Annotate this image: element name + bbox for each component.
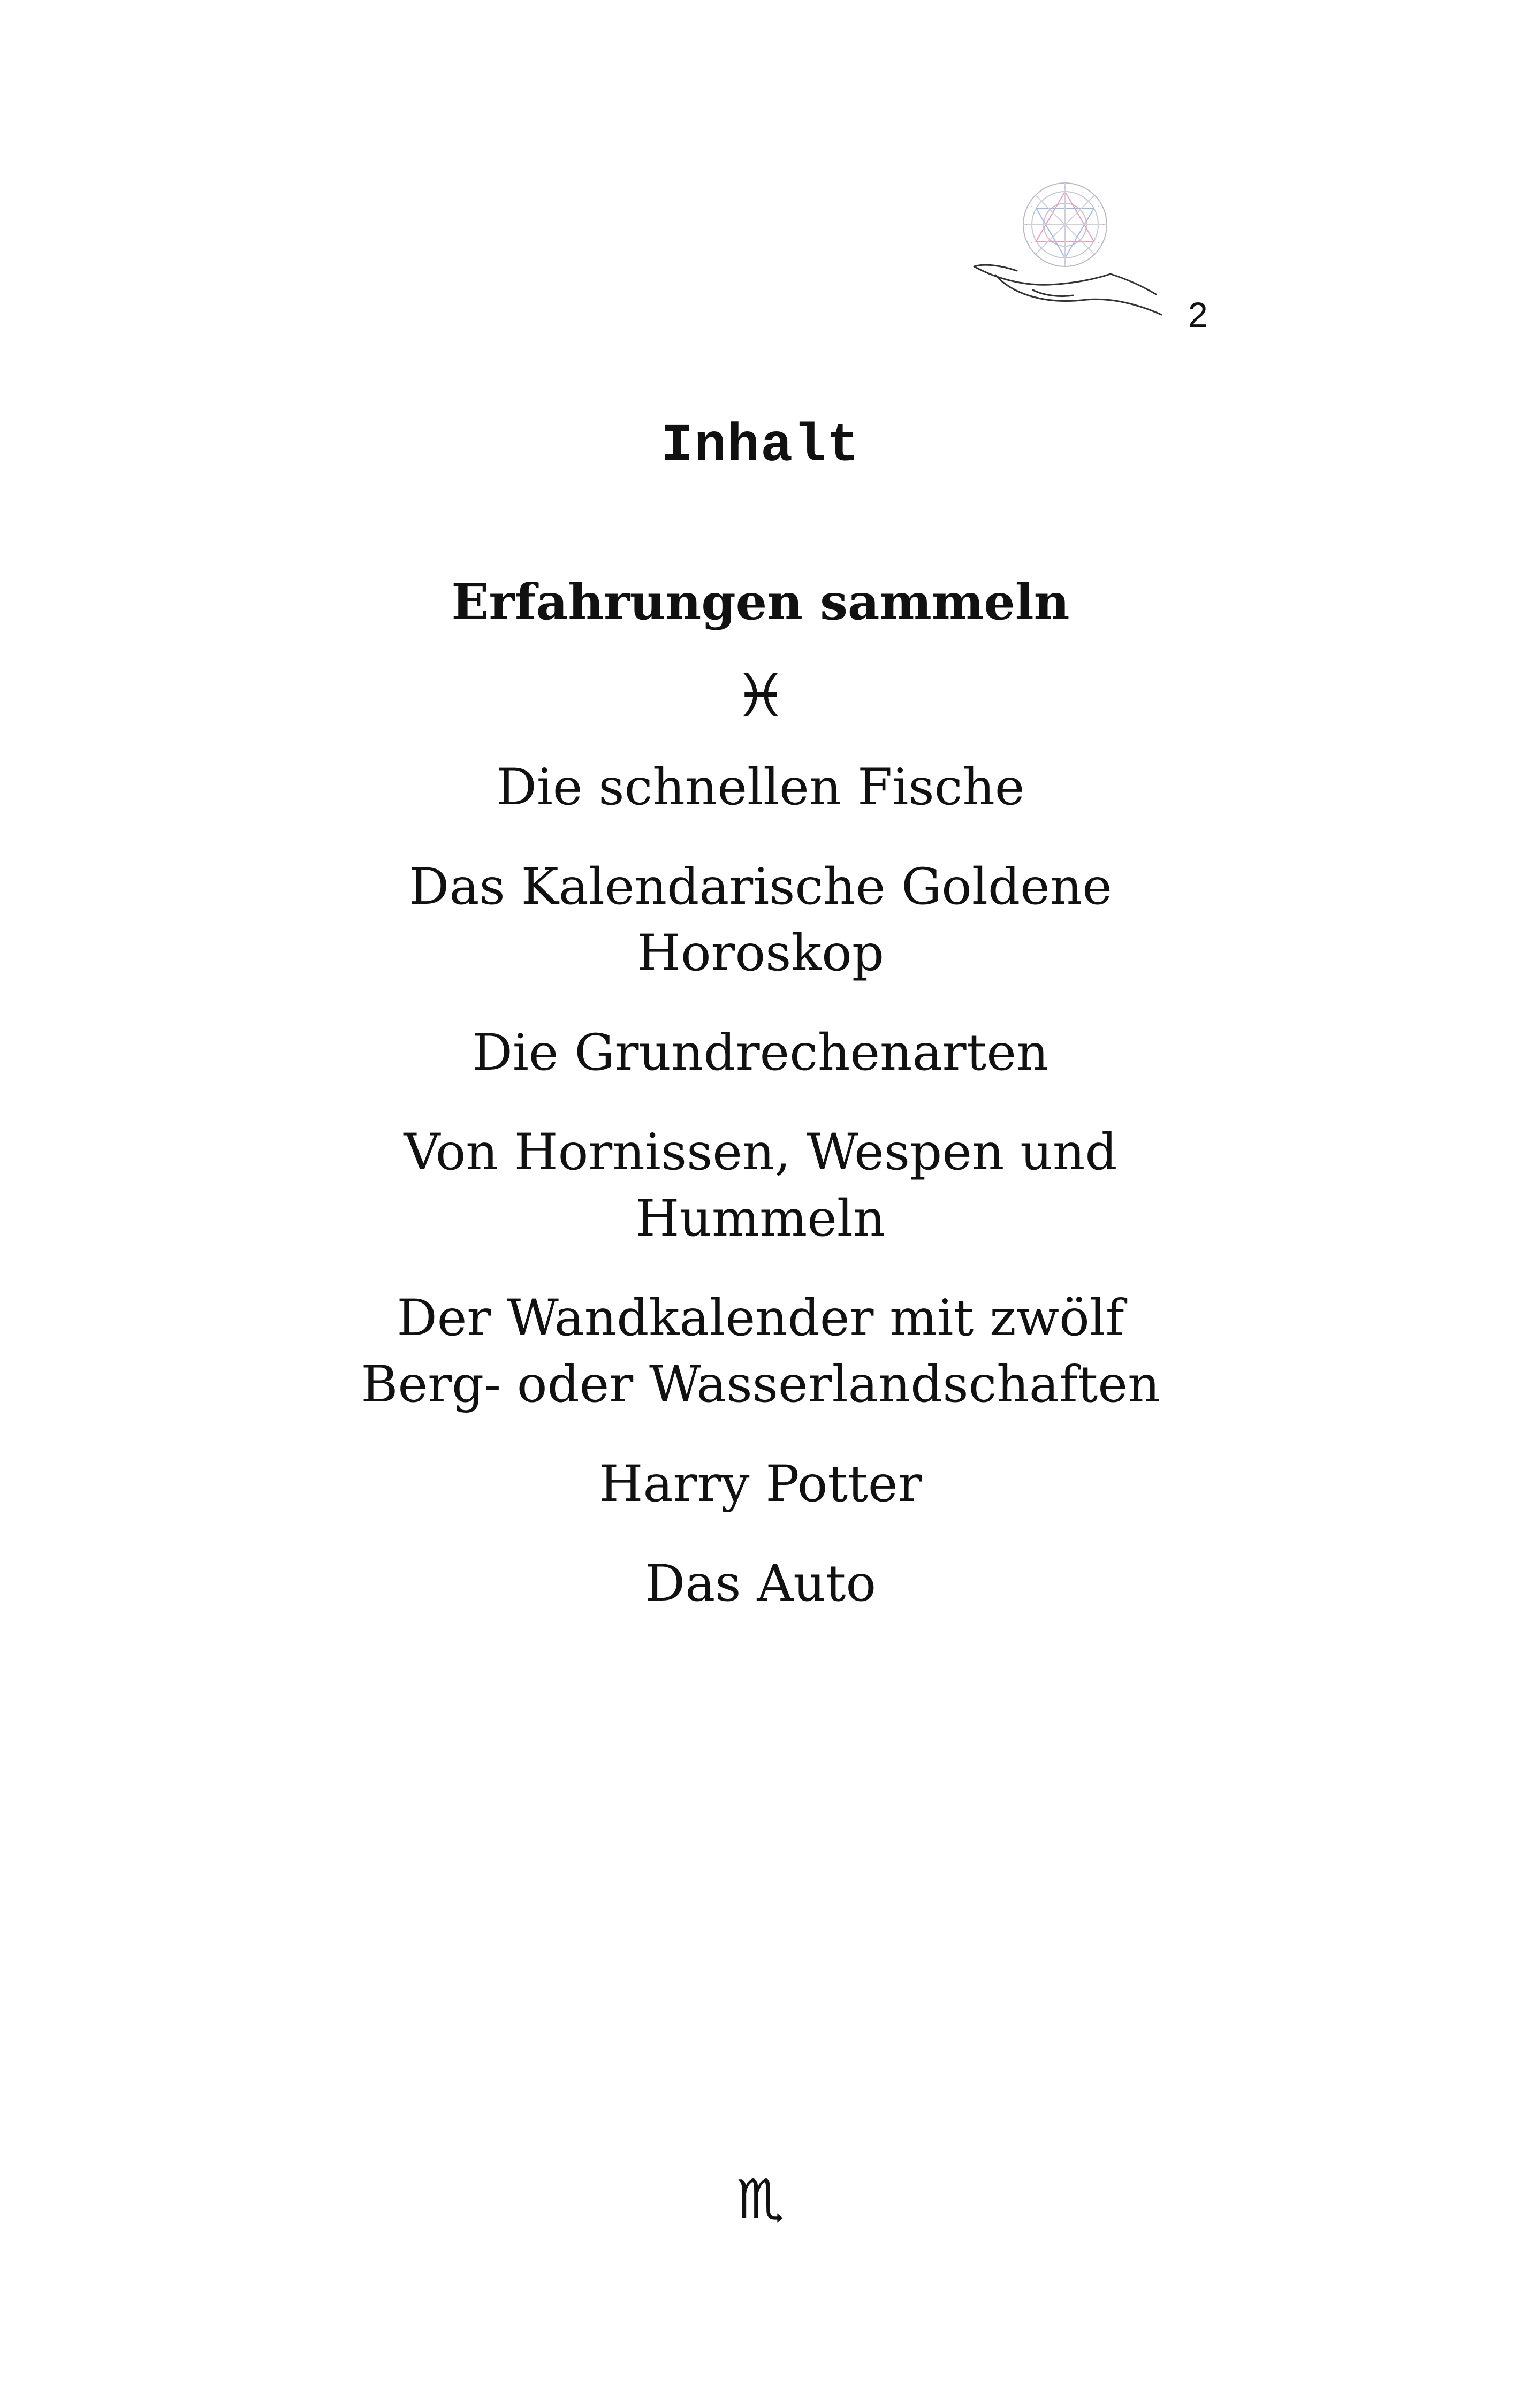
toc-entry: Harry Potter — [599, 1455, 922, 1513]
toc-entry: Das Auto — [644, 1554, 877, 1613]
svg-text:·: · — [1083, 188, 1085, 196]
svg-text:·: · — [1097, 239, 1099, 247]
toc-entry: Der Wandkalender mit zwölf Berg- oder Wasserlandschaften — [361, 1289, 1160, 1414]
svg-text:·: · — [1025, 221, 1028, 228]
toc-entry: Die Grundrechenarten — [472, 1024, 1049, 1082]
svg-text:·: · — [1031, 239, 1033, 247]
svg-text:·: · — [1102, 221, 1105, 228]
svg-text:·: · — [1045, 188, 1047, 196]
svg-text:·: · — [1064, 258, 1066, 266]
toc-entry: Das Kalendarische Goldene Horoskop — [409, 858, 1112, 982]
toc-list — [0, 755, 1521, 1617]
page-title: Inhalt — [660, 416, 861, 477]
section-title: Erfahrungen sammeln — [451, 573, 1070, 631]
svg-text:·: · — [1097, 203, 1099, 210]
scorpio-icon: ♏ — [736, 2168, 785, 2230]
svg-text:·: · — [1083, 254, 1085, 261]
pisces-icon: ♓ — [734, 661, 787, 730]
svg-text:·: · — [1045, 254, 1047, 261]
toc-entry: Die schnellen Fische — [496, 758, 1025, 817]
zodiac-wheel-on-hand-icon — [963, 171, 1167, 332]
svg-text:·: · — [1031, 203, 1033, 210]
svg-text:·: · — [1064, 184, 1066, 191]
page-number: 2 — [1188, 295, 1208, 334]
toc-entry: Von Hornissen, Wespen und Hummeln — [404, 1123, 1117, 1248]
table-of-contents — [0, 407, 1521, 1650]
